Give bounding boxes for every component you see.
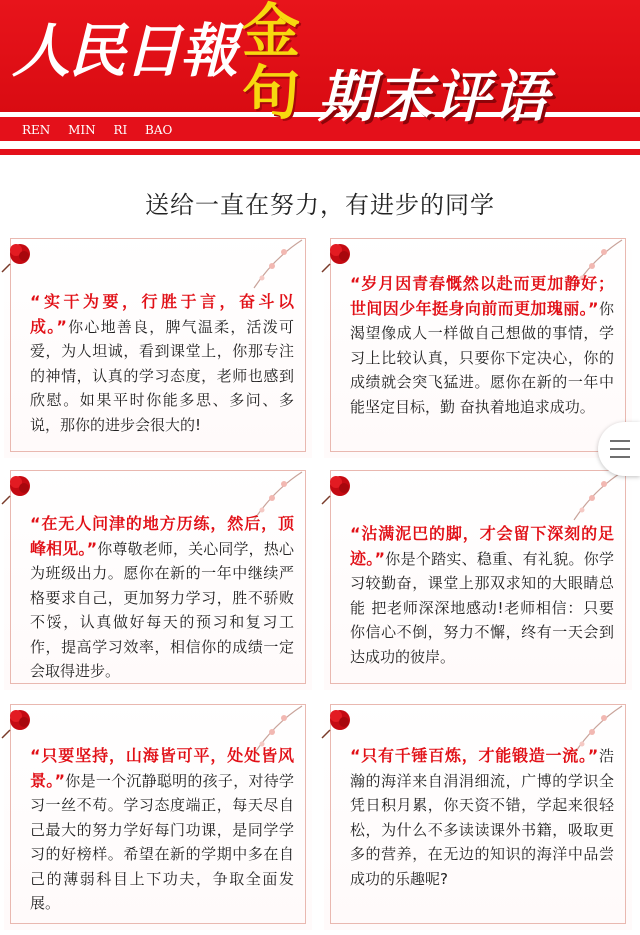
header-banner <box>0 0 640 168</box>
card-frame <box>10 923 306 924</box>
comment-card <box>4 698 312 930</box>
card-text <box>350 522 614 669</box>
banner-divider <box>0 141 640 149</box>
card-text <box>30 744 294 916</box>
flower-icon <box>0 234 40 274</box>
card-text <box>30 512 294 684</box>
flower-icon <box>320 234 360 274</box>
comment-card <box>324 232 632 458</box>
card-frame <box>625 470 626 684</box>
comment-card <box>324 698 632 930</box>
card-quote: “在无人问津的地方历练，然后，顶峰相见。” <box>30 514 294 558</box>
gold-title-line2: 句 <box>241 59 300 127</box>
banner-divider <box>0 149 640 155</box>
gold-title-line1: 金 <box>241 0 300 65</box>
card-body: 你渴望像成人一样做自己想做的事情，学习上比较认真，只要你下定决心，你的成绩就会突飞猛进。愿你在新的一年中能坚定目标，勤 奋执着地追求成功。 <box>350 299 614 416</box>
menu-icon <box>610 440 630 442</box>
card-body: 你心地善良，脾气温柔，活泼可爱，为人坦诚，看到课堂上，你那专注的神情，认真的学习态度，老师也感到欣慰。如果平时你能多思、多问、多说，那你的进步会很大的! <box>30 317 294 434</box>
brand-pinyin: REN MIN RI BAO <box>22 123 173 137</box>
blossom-branch-icon <box>234 238 304 298</box>
page-title: 期末评语 <box>318 65 550 130</box>
card-body: 你是个踏实、稳重、有礼貌。你学习较勤奋，课堂上那双求知的大眼睛总能 把老师深深地感动!老师相信：只要你信心不倒，努力不懈，终有一天会到达成功的彼岸。 <box>350 549 614 666</box>
menu-icon <box>610 448 630 450</box>
card-text <box>350 744 614 891</box>
card-body: 浩瀚的海洋来自涓涓细流，广博的学识全凭日积月累，你天资不错，学起来很轻松，为什么不多读读课外书籍，吸取更多的营养，在无边的知识的海洋中品尝成功的乐趣呢? <box>350 747 614 888</box>
menu-icon <box>610 456 630 458</box>
card-quote: “岁月因青春慨然以赴而更加静好；世间因少年挺身向前而更加瑰丽。” <box>350 274 614 318</box>
flower-icon <box>320 466 360 506</box>
comment-card <box>324 464 632 690</box>
card-frame <box>305 470 306 684</box>
card-frame <box>625 238 626 452</box>
card-quote: “沾满泥巴的脚，才会留下深刻的足迹。” <box>350 524 614 568</box>
flower-icon <box>0 466 40 506</box>
card-frame <box>330 683 626 684</box>
subtitle: 送给一直在努力，有进步的同学 <box>145 191 495 219</box>
card-frame <box>625 704 626 924</box>
comment-card <box>4 464 312 690</box>
card-body: 你是一个沉静聪明的孩子，对待学习一丝不苟。学习态度端正，每天尽自己最大的努力学好每门功课，是同学学习的好榜样。希望在新的学期中多在自己的薄弱科目上下功夫，争取全面发展。 <box>30 771 294 912</box>
card-frame <box>330 451 626 452</box>
card-text <box>30 290 294 437</box>
blossom-branch-icon <box>554 470 624 530</box>
card-body: 你尊敬老师，关心同学，热心为班级出力。愿你在新的一年中继续严格要求自己，更加努力学习，胜不骄败不馁，认真做好每天的预习和复习工作，提高学习效率，相信你的成绩一定会取得进步。 <box>30 539 294 680</box>
brand-logo: 人民日報 <box>12 17 237 85</box>
card-quote: “只有千锤百炼，才能锻造一流。” <box>350 746 599 765</box>
card-frame <box>10 451 306 452</box>
card-frame <box>305 238 306 452</box>
card-quote: “只要坚持，山海皆可平，处处皆风景。” <box>30 746 294 790</box>
gold-title <box>236 0 306 127</box>
card-frame <box>330 923 626 924</box>
card-frame <box>305 704 306 924</box>
flower-icon <box>0 700 40 740</box>
card-text <box>350 272 614 419</box>
card-quote: “实干为要，行胜于言，奋斗以成。” <box>30 292 294 336</box>
flower-icon <box>320 700 360 740</box>
comment-card <box>4 232 312 458</box>
